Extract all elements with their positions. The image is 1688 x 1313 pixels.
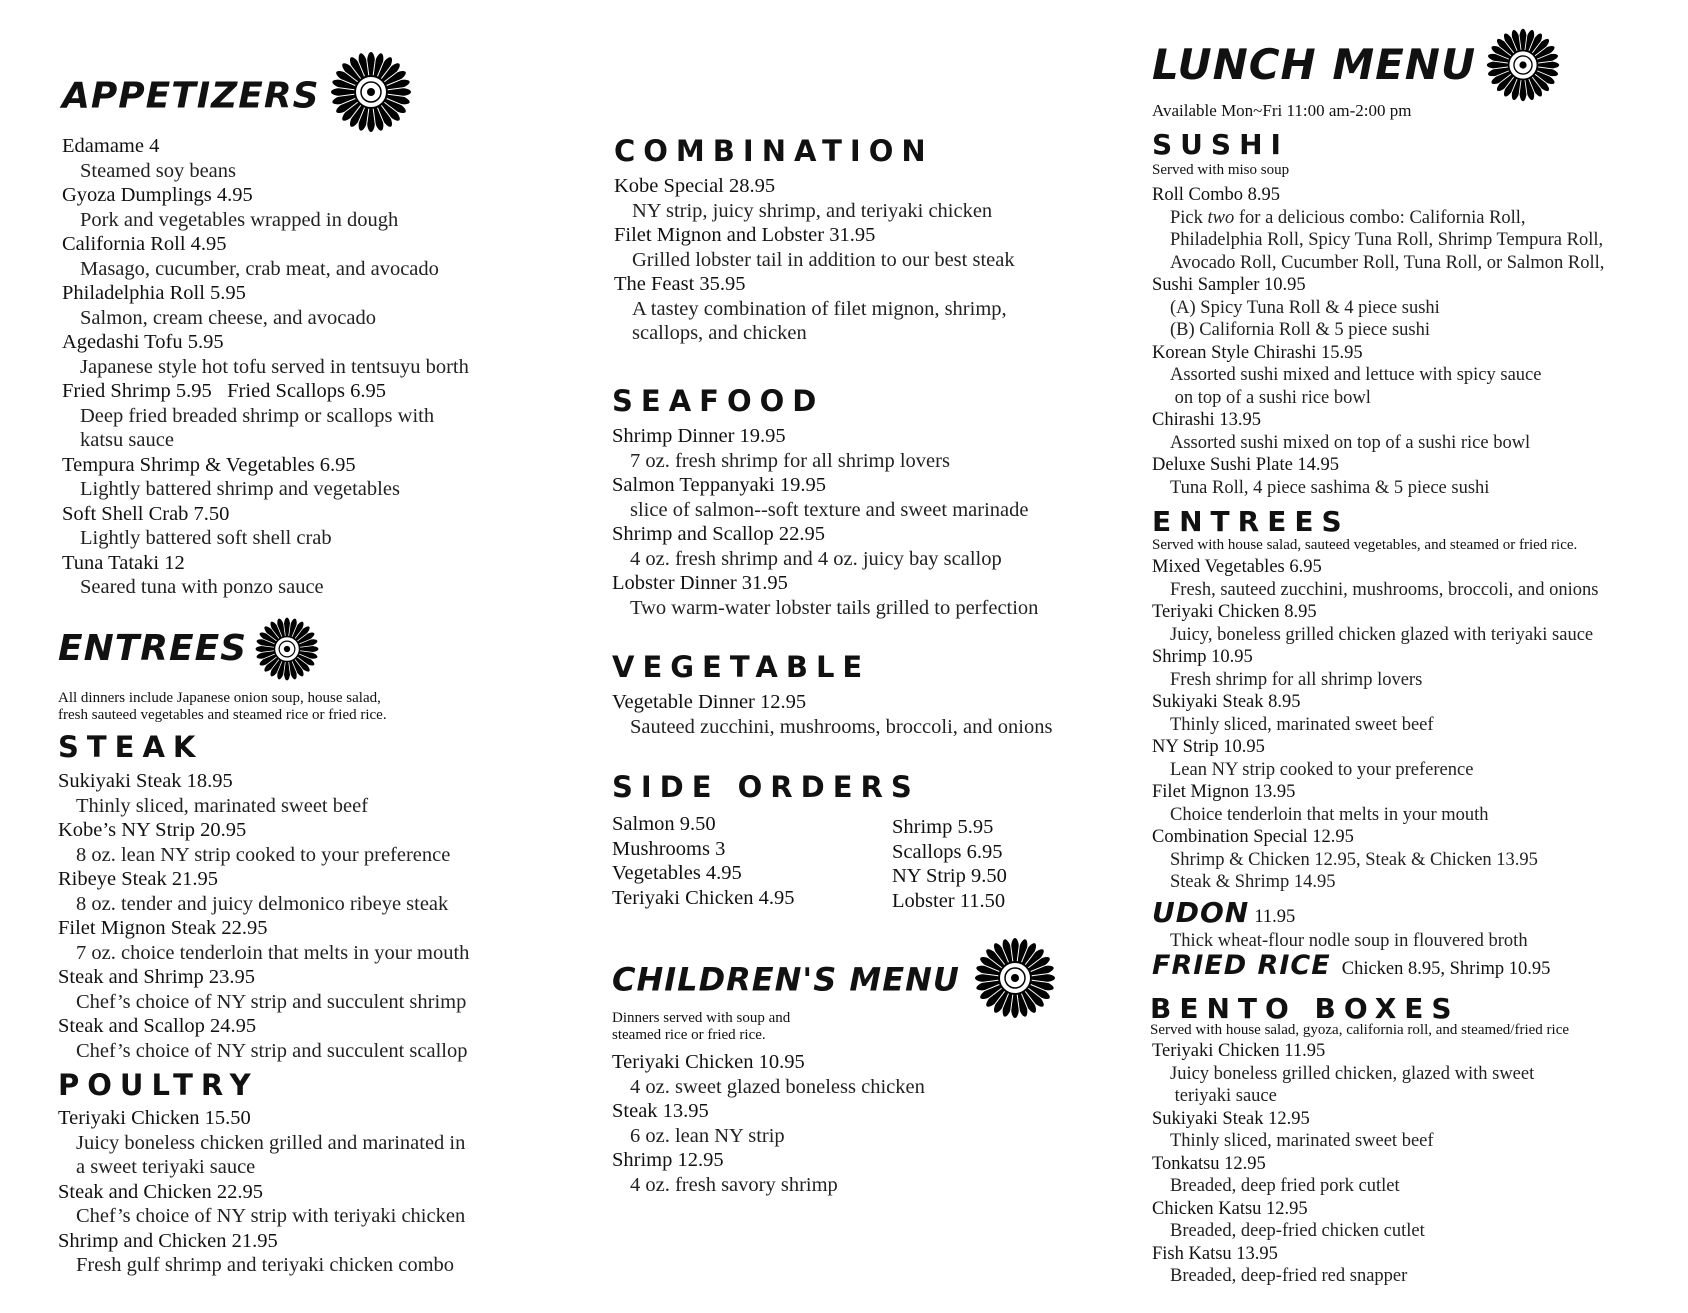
menu-item-desc: Shrimp & Chicken 12.95, Steak & Chicken 13.95 xyxy=(1170,849,1538,870)
lunch-entrees-note: Served with house salad, sauteed vegetables, and steamed or fried rice. xyxy=(1152,537,1578,553)
menu-item-desc: Fresh shrimp for all shrimp lovers xyxy=(1170,669,1423,690)
menu-item-desc: Grilled lobster tail in addition to our best steak xyxy=(632,248,1015,271)
menu-item-desc: Lean NY strip cooked to your preference xyxy=(1170,759,1474,780)
menu-item-desc: teriyaki sauce xyxy=(1170,1086,1277,1106)
menu-item-desc: Sauteed zucchini, mushrooms, broccoli, and onions xyxy=(630,715,1053,738)
menu-item-desc: Avocado Roll, Cucumber Roll, Tuna Roll, or Salmon Roll, xyxy=(1170,252,1605,273)
menu-item-desc: Philadelphia Roll, Spicy Tuna Roll, Shrimp Tempura Roll, xyxy=(1170,230,1604,250)
menu-item-desc: 8 oz. lean NY strip cooked to your preference xyxy=(76,843,451,866)
menu-item-desc: NY strip, juicy shrimp, and teriyaki chicken xyxy=(632,199,993,222)
menu-item: Chirashi 13.95 xyxy=(1152,410,1261,430)
menu-item-desc: Salmon, cream cheese, and avocado xyxy=(80,306,376,329)
menu-item: Combination Special 12.95 xyxy=(1152,827,1354,847)
side-item: NY Strip 9.50 xyxy=(892,865,1007,887)
menu-item: Vegetable Dinner 12.95 xyxy=(612,691,807,713)
udon-desc: Thick wheat-flour nodle soup in flouvered broth xyxy=(1170,931,1528,951)
menu-item: Shrimp and Scallop 22.95 xyxy=(612,523,825,545)
menu-item-desc: Chef’s choice of NY strip and succulent shrimp xyxy=(76,990,467,1013)
side-item: Teriyaki Chicken 4.95 xyxy=(612,886,795,909)
side-item: Shrimp 5.95 xyxy=(892,816,994,838)
menu-item: Tuna Tataki 12 xyxy=(62,551,185,574)
desc-emphasis: two xyxy=(1207,207,1235,228)
udon-title: UDON xyxy=(1152,896,1250,929)
menu-item-desc: Juicy boneless chicken grilled and marinated in xyxy=(76,1131,466,1154)
menu-item: Kobe Special 28.95 xyxy=(614,175,776,197)
menu-item-desc: Juicy, boneless grilled chicken glazed with teriyaki sauce xyxy=(1170,624,1594,645)
menu-item-desc: 4 oz. fresh savory shrimp xyxy=(630,1173,838,1196)
appetizers-heading xyxy=(62,72,413,134)
lunch-heading xyxy=(1152,40,1561,103)
menu-item: Shrimp and Chicken 21.95 xyxy=(58,1229,278,1252)
menu-item: Gyoza Dumplings 4.95 xyxy=(62,184,253,206)
desc-text: Pick xyxy=(1170,207,1208,228)
menu-item-desc: Two warm-water lobster tails grilled to perfection xyxy=(630,596,1039,619)
menu-item-desc: Chef’s choice of NY strip and succulent scallop xyxy=(76,1039,468,1062)
entrees-note-line: All dinners include Japanese onion soup, house salad, xyxy=(58,690,381,706)
menu-item: Lobster Dinner 31.95 xyxy=(612,572,788,594)
menu-item: Sukiyaki Steak 8.95 xyxy=(1152,692,1301,712)
fried-rice-desc: Chicken 8.95, Shrimp 10.95 xyxy=(1341,959,1551,979)
menu-item-desc: Seared tuna with ponzo sauce xyxy=(80,576,324,598)
side-orders-title: SIDE ORDERS xyxy=(612,770,920,804)
steak-title: STEAK xyxy=(58,730,204,764)
menu-item-desc: Assorted sushi mixed on top of a sushi rice bowl xyxy=(1170,432,1531,453)
menu-item: Deluxe Sushi Plate 14.95 xyxy=(1152,455,1340,475)
side-item: Lobster 11.50 xyxy=(892,889,1006,912)
menu-item-desc: 7 oz. choice tenderloin that melts in your mouth xyxy=(76,941,470,964)
side-item: Vegetables 4.95 xyxy=(612,862,742,884)
menu-item-desc: scallops, and chicken xyxy=(632,322,807,344)
flower-icon xyxy=(254,616,320,682)
menu-item: Fried Shrimp 5.95 Fried Scallops 6.95 xyxy=(62,380,387,402)
side-item: Mushrooms 3 xyxy=(612,837,726,860)
menu-item-desc: Steak & Shrimp 14.95 xyxy=(1170,872,1336,892)
sushi-title: SUSHI xyxy=(1152,128,1289,161)
udon-heading xyxy=(1152,896,1295,929)
side-orders-list xyxy=(612,812,1172,913)
menu-item-desc: Thinly sliced, marinated sweet beef xyxy=(76,794,369,817)
side-item: Salmon 9.50 xyxy=(612,813,716,835)
menu-item-desc: Assorted sushi mixed and lettuce with spicy sauce xyxy=(1170,365,1542,385)
menu-item-desc: Lightly battered shrimp and vegetables xyxy=(80,478,400,500)
menu-item-desc: 8 oz. tender and juicy delmonico ribeye steak xyxy=(76,892,449,915)
menu-item: Filet Mignon 13.95 xyxy=(1152,782,1296,802)
menu-item-desc: on top of a sushi rice bowl xyxy=(1170,387,1371,408)
appetizers-list xyxy=(62,134,582,600)
menu-item-desc: A tastey combination of filet mignon, shrimp, xyxy=(632,297,1007,320)
menu-item: Shrimp Dinner 19.95 xyxy=(612,425,786,447)
childrens-note-line: Dinners served with soup and xyxy=(612,1010,791,1026)
fried-rice-heading xyxy=(1152,950,1550,981)
menu-item: Philadelphia Roll 5.95 xyxy=(62,282,246,304)
udon-price: 11.95 xyxy=(1254,907,1296,927)
seafood-list xyxy=(612,424,1152,620)
menu-item: Shrimp 12.95 xyxy=(612,1149,724,1171)
fried-rice-title: FRIED RICE xyxy=(1152,950,1331,981)
menu-item-desc xyxy=(1152,207,1682,230)
entrees-note xyxy=(58,690,578,724)
menu-item-desc: Thinly sliced, marinated sweet beef xyxy=(1170,714,1434,735)
bento-list xyxy=(1152,1040,1682,1288)
menu-item: Kobe’s NY Strip 20.95 xyxy=(58,819,247,841)
menu-item: Roll Combo 8.95 xyxy=(1152,185,1280,205)
entrees-heading xyxy=(58,628,320,682)
flower-icon xyxy=(973,936,1057,1020)
side-item: Scallops 6.95 xyxy=(892,840,1003,863)
menu-item-desc: 7 oz. fresh shrimp for all shrimp lovers xyxy=(630,449,950,472)
menu-item: Sukiyaki Steak 18.95 xyxy=(58,770,233,792)
menu-item-desc: Breaded, deep-fried red snapper xyxy=(1170,1266,1408,1286)
menu-item: Steak and Chicken 22.95 xyxy=(58,1180,263,1203)
menu-item: Sukiyaki Steak 12.95 xyxy=(1152,1108,1310,1129)
desc-text: for a delicious combo: California Roll, xyxy=(1234,207,1526,228)
sushi-note: Served with miso soup xyxy=(1152,162,1290,178)
menu-item: Sushi Sampler 10.95 xyxy=(1152,275,1306,295)
poultry-list xyxy=(58,1106,598,1278)
menu-item: Edamame 4 xyxy=(62,135,160,157)
vegetable-list xyxy=(612,690,1152,739)
menu-item-desc: (A) Spicy Tuna Roll & 4 piece sushi xyxy=(1170,297,1440,318)
bento-title: BENTO BOXES xyxy=(1150,992,1460,1025)
menu-item: Ribeye Steak 21.95 xyxy=(58,868,218,890)
menu-item-desc: Fresh, sauteed zucchini, mushrooms, broccoli, and onions xyxy=(1170,579,1599,600)
bento-note: Served with house salad, gyoza, california roll, and steamed/fried rice xyxy=(1150,1022,1570,1038)
menu-item-desc: 4 oz. fresh shrimp and 4 oz. juicy bay scallop xyxy=(630,547,1002,570)
menu-item: Shrimp 10.95 xyxy=(1152,647,1253,667)
flower-icon xyxy=(1485,27,1561,103)
lunch-entrees-list xyxy=(1152,556,1682,894)
combination-list xyxy=(614,174,1134,346)
childrens-list xyxy=(612,1050,1152,1197)
menu-item: Teriyaki Chicken 10.95 xyxy=(612,1051,805,1073)
menu-item: Soft Shell Crab 7.50 xyxy=(62,502,230,525)
side-orders-left xyxy=(612,812,892,913)
menu-item: Steak 13.95 xyxy=(612,1100,709,1122)
menu-item: Tonkatsu 12.95 xyxy=(1152,1153,1266,1174)
lunch-subtitle: Available Mon~Fri 11:00 am-2:00 pm xyxy=(1152,101,1412,120)
menu-item: Teriyaki Chicken 8.95 xyxy=(1152,602,1317,622)
menu-item: Filet Mignon Steak 22.95 xyxy=(58,917,268,939)
menu-item-desc: 4 oz. sweet glazed boneless chicken xyxy=(630,1075,925,1098)
menu-item: Teriyaki Chicken 11.95 xyxy=(1152,1041,1326,1061)
lunch-title: LUNCH MENU xyxy=(1152,40,1477,89)
childrens-note-line: steamed rice or fried rice. xyxy=(612,1027,766,1043)
entrees-title: ENTREES xyxy=(58,628,248,669)
menu-item: Steak and Scallop 24.95 xyxy=(58,1015,257,1037)
seafood-title: SEAFOOD xyxy=(612,384,825,418)
steak-list xyxy=(58,769,598,1063)
menu-item-desc: Chef’s choice of NY strip with teriyaki chicken xyxy=(76,1205,466,1227)
menu-item: Chicken Katsu 12.95 xyxy=(1152,1198,1308,1219)
menu-item: Agedashi Tofu 5.95 xyxy=(62,331,224,353)
menu-item-desc: a sweet teriyaki sauce xyxy=(76,1156,256,1178)
menu-item-desc: Fresh gulf shrimp and teriyaki chicken combo xyxy=(76,1254,455,1276)
menu-item-desc: Tuna Roll, 4 piece sashima & 5 piece sushi xyxy=(1170,477,1490,498)
menu-item: California Roll 4.95 xyxy=(62,233,227,255)
menu-item: Filet Mignon and Lobster 31.95 xyxy=(614,224,876,246)
menu-item-desc: Juicy boneless grilled chicken, glazed with sweet xyxy=(1170,1063,1535,1084)
menu-item: Tempura Shrimp & Vegetables 6.95 xyxy=(62,453,356,476)
menu-item: NY Strip 10.95 xyxy=(1152,737,1265,757)
menu-item: Salmon Teppanyaki 19.95 xyxy=(612,474,826,496)
menu-item-desc: Lightly battered soft shell crab xyxy=(80,527,332,549)
menu-item: Steak and Shrimp 23.95 xyxy=(58,966,256,988)
childrens-note xyxy=(612,1010,790,1044)
menu-item-desc: Thinly sliced, marinated sweet beef xyxy=(1170,1131,1434,1151)
menu-item-desc: (B) California Roll & 5 piece sushi xyxy=(1170,320,1430,340)
childrens-title: CHILDREN'S MENU xyxy=(612,960,960,999)
sushi-list xyxy=(1152,184,1682,499)
menu-item: Korean Style Chirashi 15.95 xyxy=(1152,342,1363,363)
menu-item-desc: slice of salmon--soft texture and sweet marinade xyxy=(630,498,1029,521)
poultry-title: POULTRY xyxy=(58,1068,259,1102)
menu-item-desc: Masago, cucumber, crab meat, and avocado xyxy=(80,257,439,280)
lunch-entrees-title: ENTREES xyxy=(1152,505,1350,538)
menu-item-desc: Steamed soy beans xyxy=(80,159,236,182)
menu-item-desc: Deep fried breaded shrimp or scallops with xyxy=(80,404,435,427)
vegetable-title: VEGETABLE xyxy=(612,650,871,684)
combination-title: COMBINATION xyxy=(614,134,934,168)
menu-item-desc: Breaded, deep fried pork cutlet xyxy=(1170,1176,1400,1196)
menu-item-desc: katsu sauce xyxy=(80,429,174,451)
menu-item: The Feast 35.95 xyxy=(614,273,746,295)
flower-icon xyxy=(329,50,413,134)
menu-item-desc: 6 oz. lean NY strip xyxy=(630,1124,785,1147)
menu-item-desc: Pork and vegetables wrapped in dough xyxy=(80,208,399,231)
menu-item: Teriyaki Chicken 15.50 xyxy=(58,1107,251,1129)
side-orders-right xyxy=(892,812,1172,913)
menu-item-desc: Japanese style hot tofu served in tentsuyu borth xyxy=(80,355,469,378)
menu-item-desc: Choice tenderloin that melts in your mouth xyxy=(1170,804,1489,825)
entrees-note-line: fresh sauteed vegetables and steamed rice or fried rice. xyxy=(58,707,387,723)
menu-item-desc: Breaded, deep-fried chicken cutlet xyxy=(1170,1221,1425,1241)
appetizers-title: APPETIZERS xyxy=(62,75,320,117)
menu-item: Mixed Vegetables 6.95 xyxy=(1152,557,1322,577)
menu-item: Fish Katsu 13.95 xyxy=(1152,1243,1278,1264)
